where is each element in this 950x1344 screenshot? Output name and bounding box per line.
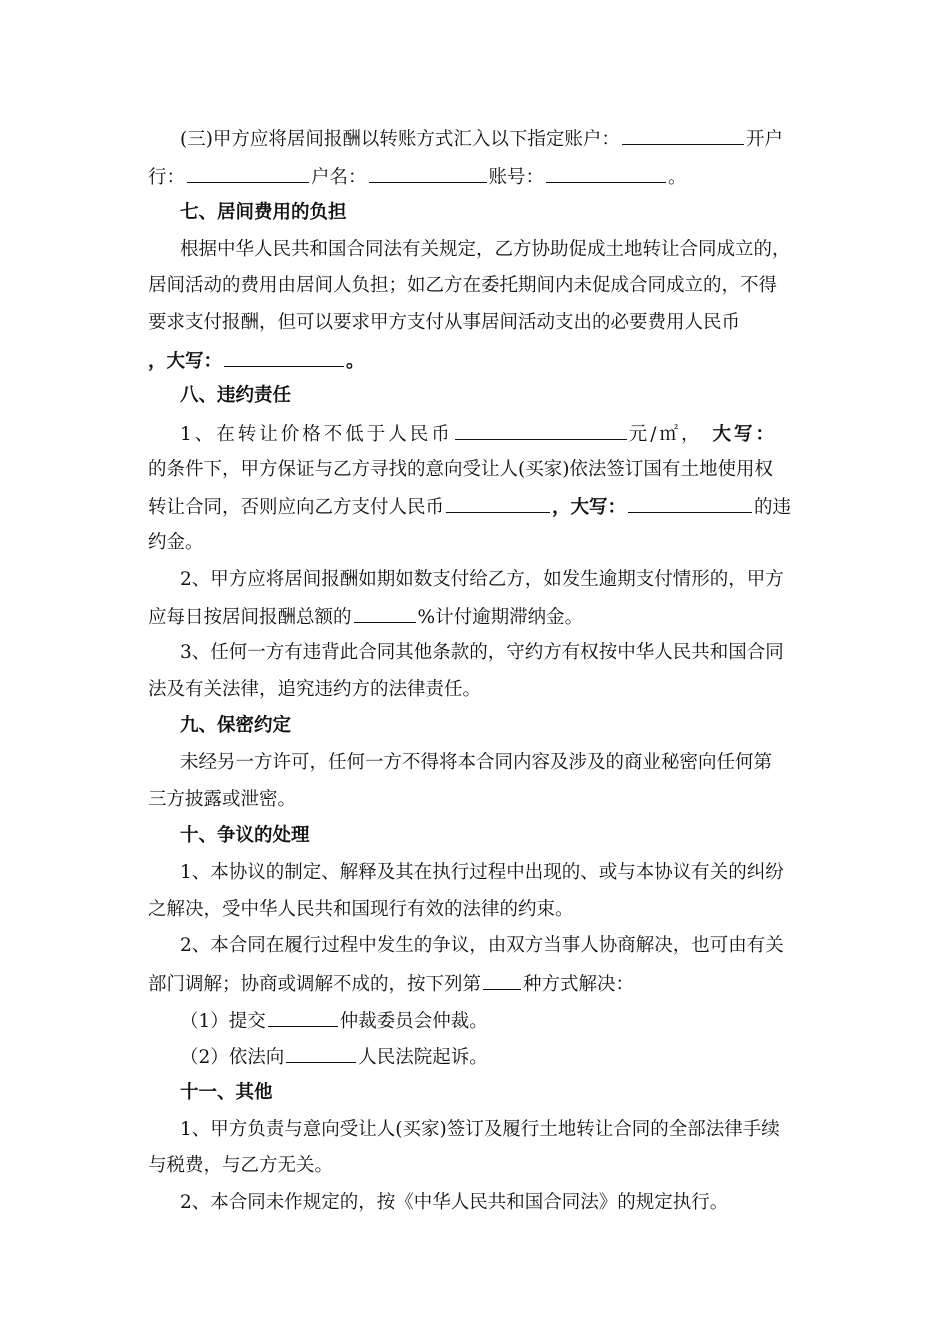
section-8-item-3-line-1: 3、任何一方有违背此合同其他条款的，守约方有权按中华人民共和国合同 bbox=[180, 642, 784, 663]
section-8-item-3-line-2: 法及有关法律，追究违约方的法律责任。 bbox=[148, 679, 482, 700]
account-line-1 bbox=[180, 126, 783, 150]
late-fee-rate-blank[interactable] bbox=[354, 604, 416, 623]
section-8-item-1-line-2: 的条件下，甲方保证与乙方寻找的意向受让人(买家)依法签订国有土地使用权 bbox=[148, 459, 773, 480]
section-10-heading: 十、争议的处理 bbox=[180, 825, 310, 846]
option-1-suffix: 仲裁委员会仲裁。 bbox=[339, 1011, 488, 1032]
section-10-item-1-line-1: 1、本协议的制定、解释及其在执行过程中出现的、或与本协议有关的纠纷 bbox=[180, 862, 784, 883]
court-blank[interactable] bbox=[286, 1044, 356, 1063]
period: 。 bbox=[346, 351, 365, 372]
penalty-daxie-blank[interactable] bbox=[628, 494, 752, 513]
late-fee-clause: 应每日按居间报酬总额的 bbox=[148, 607, 352, 628]
section-11-item-1-line-1: 1、甲方负责与意向受让人(买家)签订及履行土地转让合同的全部法律手续 bbox=[180, 1119, 780, 1140]
penalty-suffix: 的违 bbox=[754, 497, 792, 518]
section-10-item-2-line-1: 2、本合同在履行过程中发生的争议，由双方当事人协商解决，也可由有关 bbox=[180, 935, 784, 956]
section-9-line-2: 三方披露或泄密。 bbox=[148, 789, 297, 810]
option-2 bbox=[180, 1044, 488, 1068]
account-number-label: 账号： bbox=[488, 167, 545, 188]
option-1 bbox=[180, 1008, 488, 1032]
section-9-heading: 九、保密约定 bbox=[180, 715, 292, 736]
dispute-method-blank[interactable] bbox=[483, 971, 521, 990]
account-name-label: 户名： bbox=[311, 167, 367, 188]
daxie-label: ，大写： bbox=[552, 497, 627, 518]
penalty-clause: 转让合同，否则应向乙方支付人民币 bbox=[148, 497, 445, 518]
late-fee-suffix: %计付逾期滞纳金。 bbox=[417, 607, 584, 628]
section-8-item-2-line-1: 2、甲方应将居间报酬如期如数支付给乙方，如发生逾期支付情形的，甲方 bbox=[180, 569, 784, 590]
account-instruction: (三)甲方应将居间报酬以转账方式汇入以下指定账户： bbox=[180, 129, 620, 150]
section-8-item-1-line-1 bbox=[180, 421, 777, 445]
dispute-suffix: 种方式解决： bbox=[523, 974, 635, 995]
section-7-line-3: 要求支付报酬，但可以要求甲方支付从事居间活动支出的必要费用人民币 bbox=[148, 312, 741, 333]
section-9-line-1: 未经另一方许可，任何一方不得将本合同内容及涉及的商业秘密向任何第 bbox=[180, 752, 773, 773]
expense-daxie-blank[interactable] bbox=[224, 348, 344, 367]
price-blank[interactable] bbox=[455, 421, 627, 440]
account-blank[interactable] bbox=[622, 126, 744, 145]
penalty-amount-blank[interactable] bbox=[446, 494, 550, 513]
section-8-item-1-line-3 bbox=[148, 494, 791, 518]
daxie-label: 大写： bbox=[712, 424, 778, 445]
option-2-suffix: 人民法院起诉。 bbox=[358, 1047, 488, 1068]
section-10-item-2-line-2 bbox=[148, 971, 634, 995]
section-11-heading: 十一、其他 bbox=[180, 1082, 273, 1103]
bank-label-b: 行： bbox=[148, 167, 186, 188]
section-10-item-1-line-2: 之解决，受中华人民共和国现行有效的法律的约束。 bbox=[148, 899, 574, 920]
bank-blank[interactable] bbox=[187, 164, 309, 183]
price-unit: 元/㎡， bbox=[628, 424, 703, 445]
section-7-line-4 bbox=[148, 348, 365, 372]
account-line-2 bbox=[148, 164, 687, 188]
price-clause: 1、在转让价格不低于人民币 bbox=[180, 424, 453, 445]
account-name-blank[interactable] bbox=[369, 164, 487, 183]
section-7-line-2: 居间活动的费用由居间人负担；如乙方在委托期间内未促成合同成立的，不得 bbox=[148, 275, 778, 296]
section-7-heading: 七、居间费用的负担 bbox=[180, 202, 347, 223]
section-8-item-1-line-4: 约金。 bbox=[148, 532, 204, 553]
account-number-blank[interactable] bbox=[546, 164, 666, 183]
arbitration-blank[interactable] bbox=[268, 1008, 338, 1027]
daxie-label: ，大写： bbox=[148, 351, 223, 372]
section-7-line-1: 根据中华人民共和国合同法有关规定，乙方协助促成土地转让合同成立的， bbox=[180, 239, 791, 260]
section-11-item-2-line-1: 2、本合同未作规定的，按《中华人民共和国合同法》的规定执行。 bbox=[180, 1192, 729, 1213]
option-1-label: （1）提交 bbox=[180, 1011, 266, 1032]
section-8-heading: 八、违约责任 bbox=[180, 385, 292, 406]
section-11-item-1-line-2: 与税费，与乙方无关。 bbox=[148, 1155, 334, 1176]
option-2-label: （2）依法向 bbox=[180, 1047, 285, 1068]
dispute-clause: 部门调解；协商或调解不成的，按下列第 bbox=[148, 974, 482, 995]
section-8-item-2-line-2 bbox=[148, 604, 583, 628]
bank-label-a: 开户 bbox=[745, 129, 783, 150]
period: 。 bbox=[668, 167, 687, 188]
